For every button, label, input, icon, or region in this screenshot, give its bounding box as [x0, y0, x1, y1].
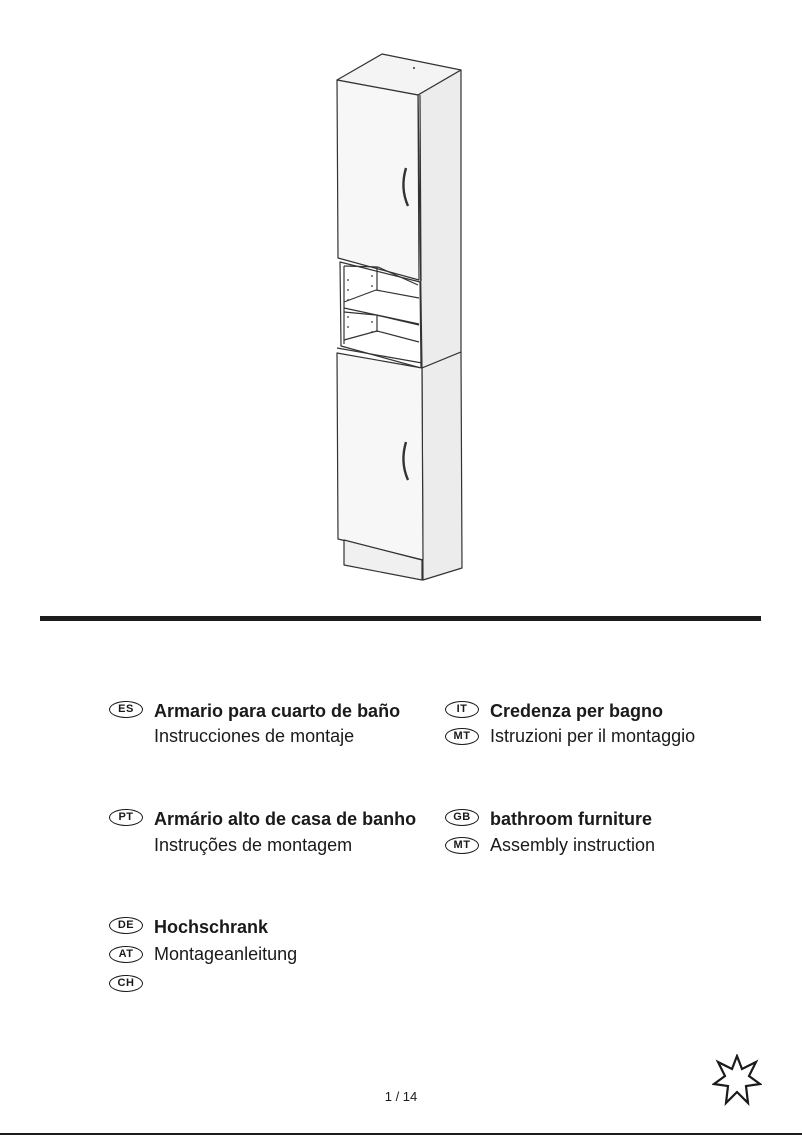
- title-pt: Armário alto de casa de banho: [154, 809, 417, 829]
- subtitle-pt: Instruções de montagem: [154, 835, 353, 855]
- lang-badge-de: DE: [109, 917, 143, 934]
- lang-badge-at: AT: [109, 946, 143, 963]
- title-it: Credenza per bagno: [490, 701, 664, 721]
- lang-badge-mt: MT: [445, 728, 479, 745]
- lang-badge-es: ES: [109, 701, 143, 718]
- title-gb: bathroom furniture: [490, 809, 652, 829]
- lang-badge-ch: CH: [109, 975, 143, 992]
- lang-badge-pt: PT: [109, 809, 143, 826]
- subtitle-de: Montageanleitung: [154, 944, 298, 964]
- lang-badge-it: IT: [445, 701, 479, 718]
- subtitle-es: Instrucciones de montaje: [154, 726, 355, 746]
- divider-rule: [40, 616, 761, 621]
- subtitle-gb: Assembly instruction: [490, 835, 656, 855]
- star-outline-icon: [712, 1054, 762, 1106]
- cabinet-illustration: [300, 40, 500, 600]
- page-number: 1 / 14: [384, 1089, 418, 1104]
- subtitle-it: Istruzioni per il montaggio: [490, 726, 696, 746]
- title-es: Armario para cuarto de baño: [154, 701, 401, 721]
- lang-badge-mt: MT: [445, 837, 479, 854]
- bottom-rule: [0, 1133, 802, 1135]
- lang-badge-gb: GB: [445, 809, 479, 826]
- title-de: Hochschrank: [154, 917, 269, 937]
